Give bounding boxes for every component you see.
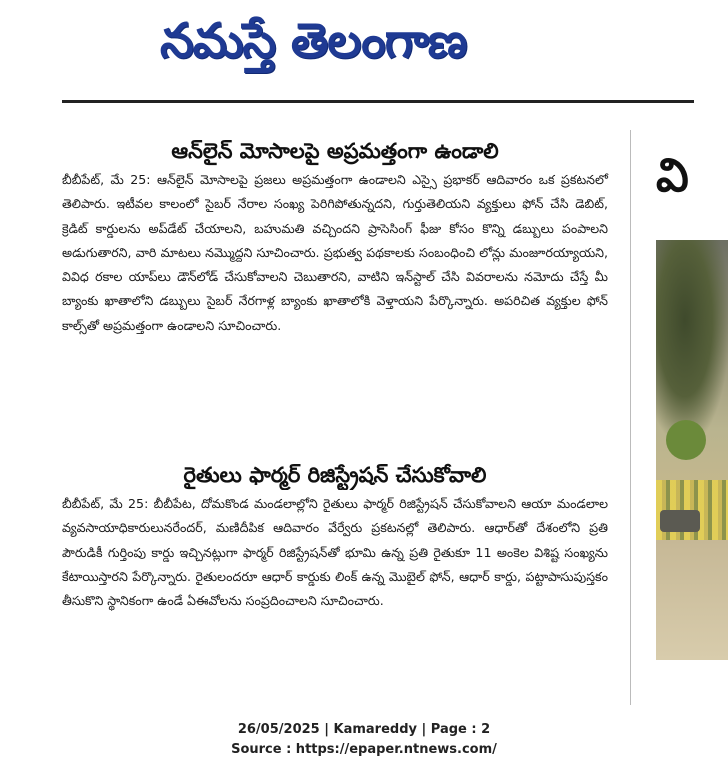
rock [660,510,700,532]
article-farmer-registration [62,460,608,613]
source-link[interactable]: Source : https://epaper.ntnews.com/ [231,742,497,757]
page-footer [0,720,728,760]
tree-canopy [656,240,728,440]
article-headline: రైతులు ఫార్మర్ రిజిస్ట్రేషన్ చేసుకోవాలి [183,463,487,487]
adjacent-headline: వి [656,148,689,202]
masthead-divider [62,100,694,103]
ground [656,540,728,660]
article-body: బీబీపేట్, మే 25: బీబీపేట, దోమకొండ మండలాల్లోని రైతులు ఫార్మర్ రిజిస్ట్రేషన్ చేసుకోవాలని ఆయా మండలాల వ్యవసాయాధికారులునరేందర్, మణిదీపిక ఆదివారం వేర్వేరు ప్రకటనల్లో తెలిపారు. ఆధార్‌తో దేశంలోని ప్రతి పౌరుడికీ గుర్తింపు కార్డు ఇచ్చినట్లుగా ఫార్మర్ రిజిస్ట్రేషన్‌తో భూమి ఉన్న ప్రతి రైతుకూ 11 అంకెల విశిష్ట సంఖ్యను కేటాయిస్తారని పేర్కొన్నారు. రైతులందరూ ఆధార్ కార్డుకు లింక్ ఉన్న మొబైల్ ఫోన్, ఆధార్ కార్డు, పట్టాపాసుపుస్తకం తీసుకొని స్థానికంగా ఉండే ఏఈవోలను సంప్రదించాలని సూచించారు. [62,496,608,609]
article-online-fraud [62,136,608,338]
article-body: బీబీపేట్, మే 25: ఆన్‌లైన్ మోసాలపై ప్రజలు అప్రమత్తంగా ఉండాలని ఎస్సై ప్రభాకర్ ఆదివారం ఒక ప్రకటనలో తెలిపారు. ఇటీవల కాలంలో సైబర్ నేరాల సంఖ్య పెరిగిపోతున్నదని, గుర్తుతెలియని వ్యక్తులు ఫోన్ చేసి డెబిట్, క్రెడిట్ కార్డులను అప్‌డేట్ చేయాలని, బహుమతి వచ్చిందని ప్రాసెసింగ్ ఫీజు కోసం కొన్ని డబ్బులు పంపాలని అడుగుతారని, వారి మాటలు నమ్మొద్దని సూచించారు. ప్రభుత్వ పథకాలకు సంబంధించి లోన్లు మంజూరయ్యాయని, వివిధ రకాల యాప్‌లు డౌన్‌లోడ్ చేసుకోవాలని చెబుతారని, వాటిని ఇన్‌స్టాల్ చేసి వివరాలను నమోదు చేస్తే మీ బ్యాంకు ఖాతాలోని డబ్బులు సైబర్ నేరగాళ్ల బ్యాంకు ఖాతాలోకి వెళ్తాయని పేర్కొన్నారు. అపరిచిత వ్యక్తుల ఫోన్ కాల్స్‌తో అప్రమత్తంగా ఉండాలని సూచించారు. [62,172,608,333]
article-headline: ఆన్‌లైన్ మోసాలపై అప్రమత్తంగా ఉండాలి [171,139,499,163]
column-divider [630,130,631,705]
news-photo [656,240,728,660]
newspaper-masthead: నమస్తే తెలంగాణ [160,13,467,69]
shrub [666,420,706,460]
edition-info: 26/05/2025 | Kamareddy | Page : 2 [237,722,491,737]
